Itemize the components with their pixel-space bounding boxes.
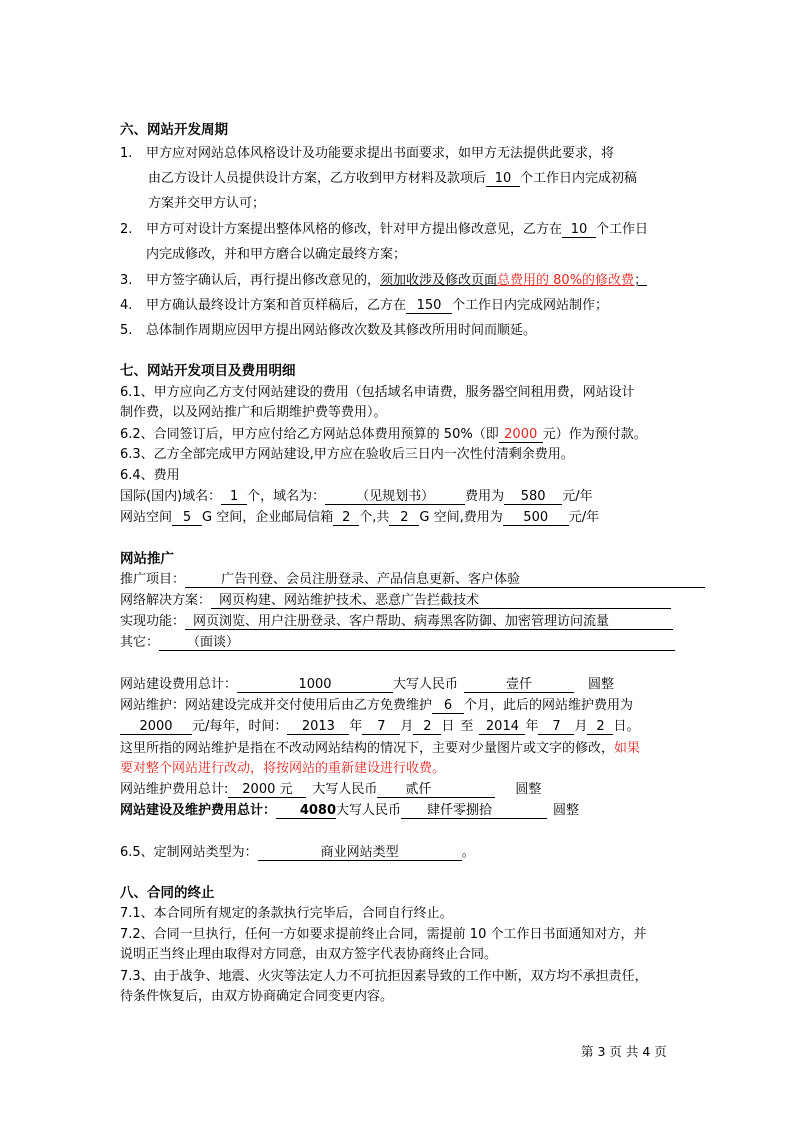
- p72-line2: 说明正当终止理由取得对方同意，由双方签字代表协商终止合同。: [120, 947, 498, 962]
- domain-fee-line: 国际(国内)域名： 1 个，域名为： （见规划书） 费用为 580 元/年: [120, 489, 593, 504]
- space-fee-line: 网站空间 5 G 空间，企业邮局信箱 2 个,共 2 G 空间,费用为 500 元/年: [120, 510, 600, 525]
- p73-line2: 待条件恢复后，由双方协商确定合同变更内容。: [120, 989, 394, 1004]
- s6-item1-line3: 方案并交甲方认可；: [148, 196, 266, 211]
- grand-total: 网站建设及维护费用总计： 4080大写人民币 肆仟零捌拾 圆整: [120, 803, 580, 818]
- p64: 6.4、费用: [120, 468, 180, 483]
- p72-line1: 7.2、合同一旦执行，任何一方如要求提前终止合同，需提前 10 个工作日书面通知对方，并: [120, 927, 647, 942]
- p62: 6.2、合同签订后，甲方应付给乙方网站总体费用预算的 50%（即 2000 元）作为预付款。: [120, 427, 647, 442]
- s6-item2-line2: 内完成修改，并和甲方磨合以确定最终方案；: [146, 247, 407, 262]
- promo-items: 推广项目： 广告刊登、会员注册登录、产品信息更新、客户体验: [120, 571, 705, 589]
- page-number: 第 3 页 共 4 页: [581, 1044, 667, 1059]
- p71: 7.1、本合同所有规定的条款执行完毕后，合同自行终止。: [120, 906, 453, 921]
- section8-title: 八、合同的终止: [120, 885, 215, 901]
- s6-item3: 3. 甲方签字确认后，再行提出修改意见的，须加收涉及修改页面总费用的 80%的修改费；: [120, 273, 648, 288]
- section7-title: 七、网站开发项目及费用明细: [120, 363, 296, 379]
- s6-item2-line1: 2. 甲方可对设计方案提出整体风格的修改，针对甲方提出修改意见，乙方在 10 个工作日: [120, 222, 649, 237]
- maint-note-line2: 要对整个网站进行改动，将按网站的重新建设进行收费。: [120, 761, 446, 776]
- maint-note-line1: 这里所指的网站维护是指在不改动网站结构的情况下，主要对少量图片或文字的修改，如果: [120, 741, 641, 756]
- s6-item4: 4. 甲方确认最终设计方案和首页样稿后，乙方在 150 个工作日内完成网站制作；: [120, 298, 609, 313]
- section6-title: 六、网站开发周期: [120, 122, 228, 138]
- s6-item5: 5. 总体制作周期应因甲方提出网站修改次数及其修改所用时间而顺延。: [120, 323, 537, 338]
- p65: 6.5、定制网站类型为： 商业网站类型 。: [120, 845, 475, 860]
- p63: 6.3、乙方全部完成甲方网站建设,甲方应在验收后三日内一次性付清剩余费用。: [120, 447, 574, 462]
- maint-line1: 网站维护：网站建设完成并交付使用后由乙方免费维护 6 个月，此后的网站维护费用为: [120, 698, 634, 713]
- p61-line2: 制作费，以及网站推广和后期维护费等费用）。: [120, 405, 387, 420]
- s6-item1-line1: 1. 甲方应对网站总体风格设计及功能要求提出书面要求，如甲方无法提供此要求，将: [120, 146, 615, 161]
- p61-line1: 6.1、甲方应向乙方支付网站建设的费用（包括域名申请费，服务器空间租用费，网站设计: [120, 385, 635, 400]
- promo-features: 实现功能： 网页浏览、用户注册登录、客户帮助、病毒黑客防御、加密管理访问流量: [120, 613, 673, 631]
- promo-solution: 网络解决方案： 网页构建、网站维护技术、恶意广告拦截技术: [120, 592, 671, 610]
- promo-title: 网站推广: [120, 551, 174, 567]
- promo-other: 其它： （面谈）: [120, 634, 675, 652]
- maint-line2: 2000 元/每年，时间： 2013 年 7 月 2 日 至 2014 年 7 月 2 日。: [120, 718, 640, 736]
- s6-item1-line2: 由乙方设计人员提供设计方案，乙方收到甲方材料及款项后 10 个工作日内完成初稿: [148, 171, 638, 186]
- build-total: 网站建设费用总计： 1000 大写人民币 壹仟 圆整: [120, 677, 615, 692]
- p73-line1: 7.3、由于战争、地震、火灾等法定人力不可抗拒因素导致的工作中断，双方均不承担责任，: [120, 969, 648, 984]
- maint-total: 网站维护费用总计: 2000 元 大写人民币 贰仟 圆整: [120, 782, 542, 797]
